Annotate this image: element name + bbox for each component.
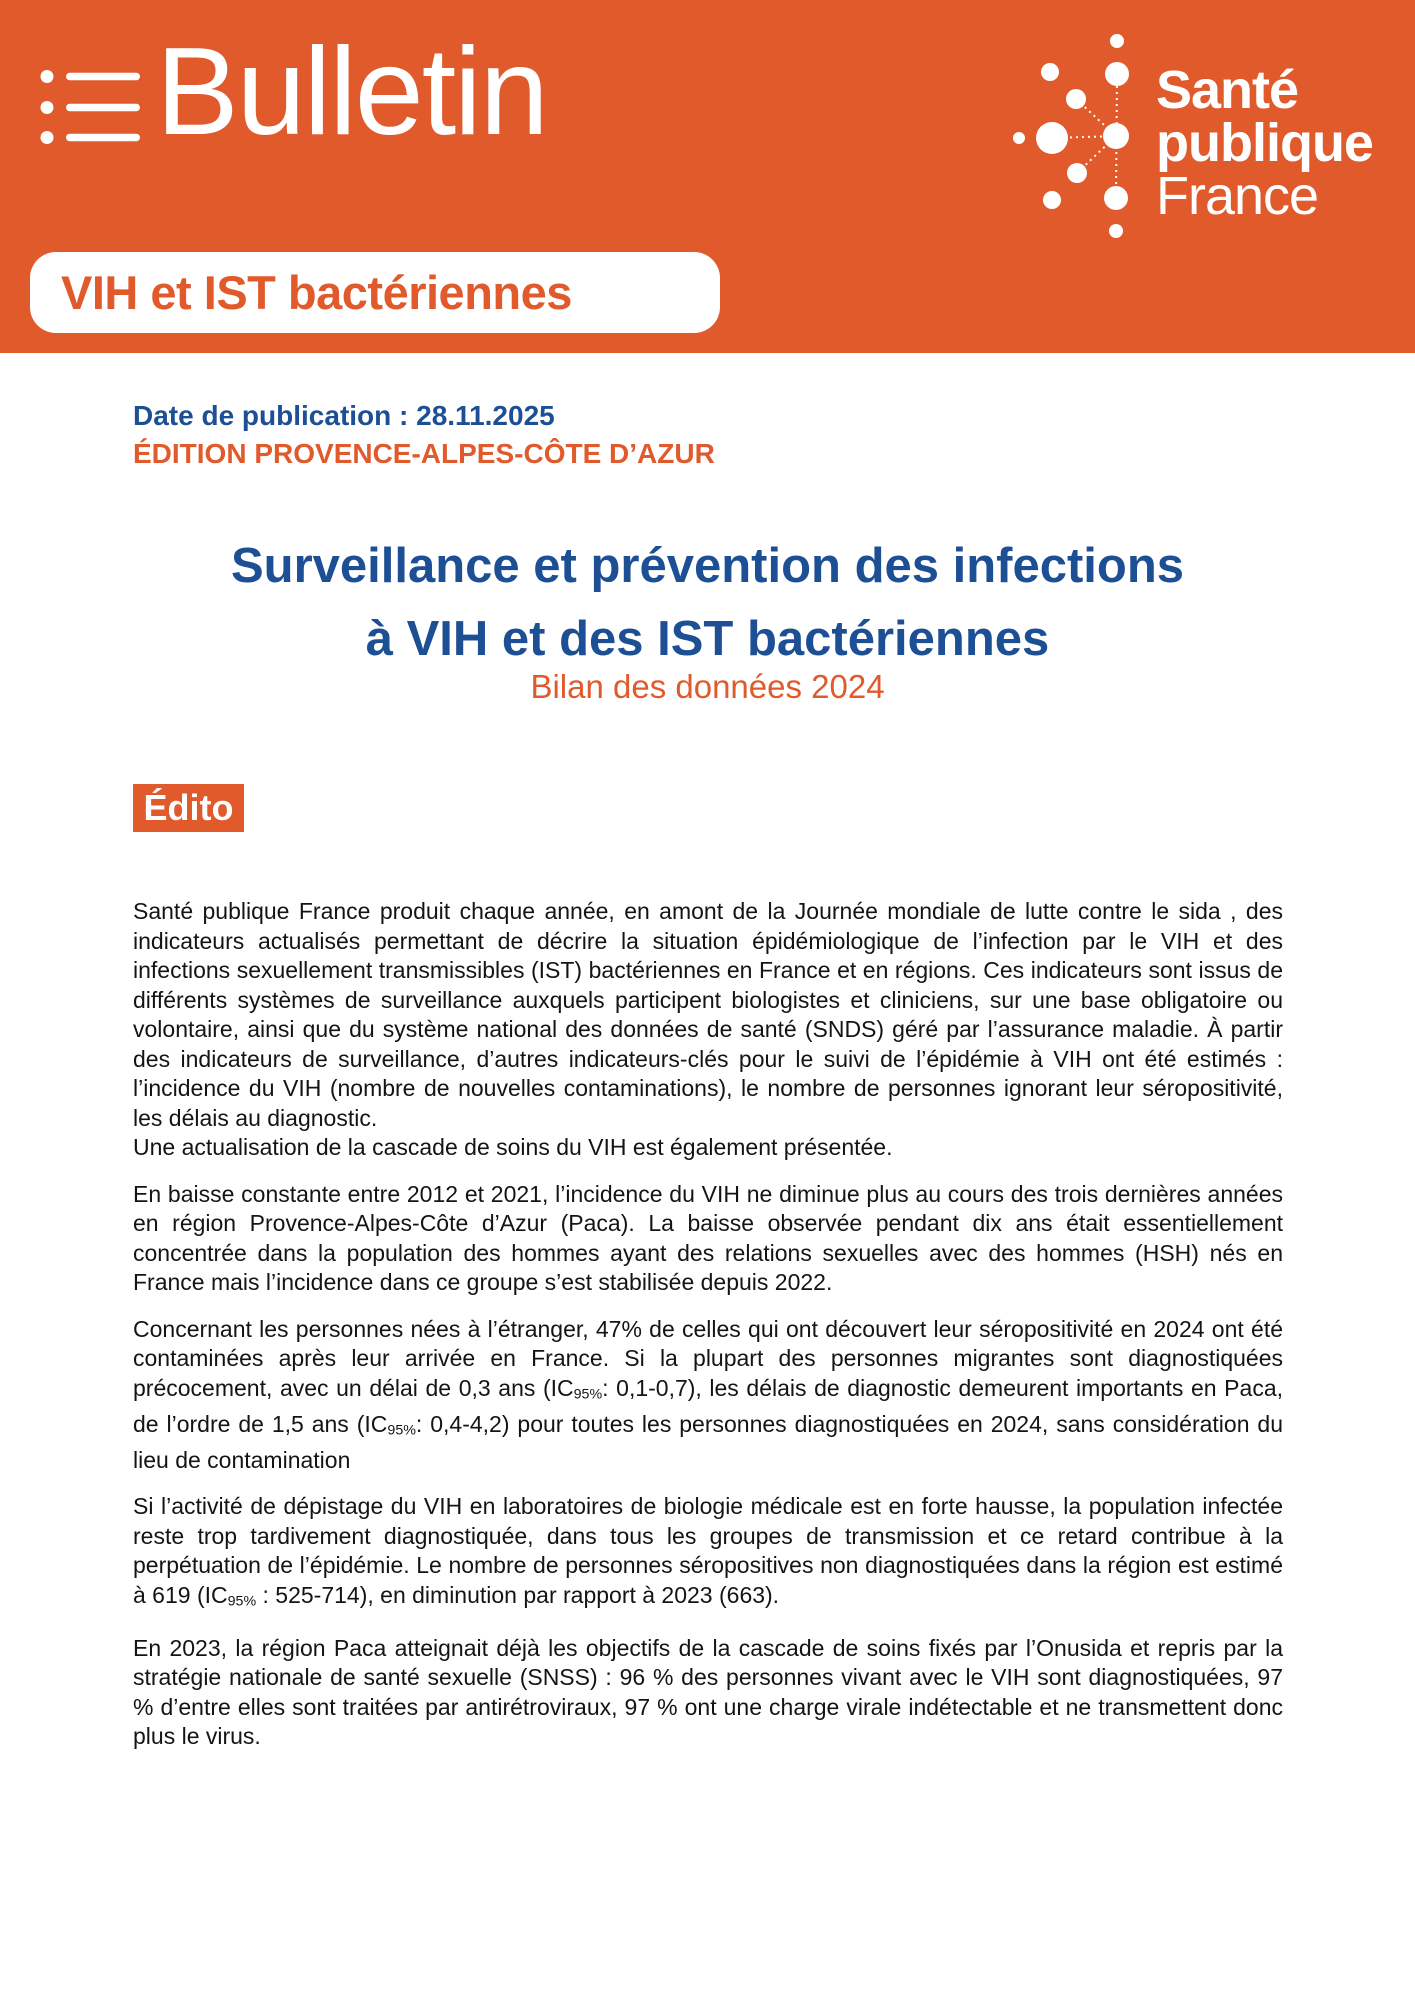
topic-pill — [30, 252, 720, 333]
edito-paragraph: En 2023, la région Paca atteignait déjà les objectifs de la cascade de soins fixés par l’Onusida et repris par la stratégie nationale de santé sexuelle (SNSS) : 96 % des personnes vivant avec le VIH sont diagnostiquées, 97 % d’entre elles sont traitées par antirétroviraux, 97 % ont une charge virale indétectable et ne transmettent donc plus le virus. — [133, 1634, 1283, 1750]
edito-paragraph: Santé publique France produit chaque année, en amont de la Journée mondiale de lutte contre le sida , des indicateurs actualisés permettant de décrire la situation épidémiologique de l’infection par le VIH et des infections sexuellement transmissibles (IST) bactériennes en France et en régions. Ces indicateurs sont issus de différents systèmes de surveillance auxquels participent biologistes et cliniciens, sur une base obligatoire ou volontaire, ainsi que du système national des données de santé (SNDS) géré par l’assurance maladie. À partir des indicateurs de surveillance, d’autres indicateurs-clés pour le suivi de l’épidémie à VIH ont été estimés : l’incidence du VIH (nombre de nouvelles contaminations), le nombre de personnes ignorant leur séropositivité, les délais au diagnostic. — [133, 898, 1283, 1131]
sante-publique-france-wordmark — [1156, 60, 1373, 226]
bulletin-list-icon — [38, 64, 145, 148]
edito-paragraph: Si l’activité de dépistage du VIH en laboratoires de biologie médicale est en forte hausse, la population infectée reste trop tardivement diagnostiquée, dans tous les groupes de transmission et ce retard contribue à la perpétuation de l’épidémie. Le nombre de personnes séropositives non diagnostiquées dans la région est estimé à 619 (IC95% : 525-714), en diminution par rapport à 2023 (663). — [133, 1493, 1283, 1610]
logo-line-france: France — [1156, 166, 1319, 226]
edito-heading — [133, 784, 244, 832]
masthead — [0, 0, 1415, 353]
topic-pill-label: VIH et IST bactériennes — [61, 266, 572, 319]
page-subtitle: Bilan des données 2024 — [530, 668, 885, 705]
logo-line-sante: Santé — [1156, 60, 1299, 120]
edition-line: ÉDITION PROVENCE-ALPES-CÔTE D’AZUR — [133, 438, 715, 469]
edito-body — [133, 897, 1283, 1752]
edito-heading-label: Édito — [143, 787, 234, 828]
page-title-line1: Surveillance et prévention des infections — [230, 539, 1185, 593]
edito-paragraph: Concernant les personnes nées à l’étranger, 47% de celles qui ont découvert leur séropositivité en 2024 ont été contaminées après leur arrivée en France. Si la plupart des personnes migrantes sont diagnostiquées précocement, avec un délai de 0,3 ans (IC95%: 0,1-0,7), les délais de diagnostic demeurent importants en Paca, de l’ordre de 1,5 ans (IC95%: 0,4-4,2) pour toutes les personnes diagnostiquées en 2024, sans considération du lieu de contamination — [133, 1315, 1284, 1473]
edito-paragraph: En baisse constante entre 2012 et 2021, l’incidence du VIH ne diminue plus au cours des trois dernières années en région Provence-Alpes-Côte d’Azur (Paca). La baisse observée pendant dix ans était essentiellement concentrée dans la population des hommes ayant des relations sexuelles avec des hommes (HSH) nés en France mais l’incidence dans ce groupe s’est stabilisée depuis 2022. — [133, 1180, 1283, 1295]
page-title-line2: à VIH et des IST bactériennes — [365, 612, 1050, 666]
bulletin-wordmark: Bulletin — [156, 23, 547, 161]
logo-line-publique: publique — [1156, 113, 1373, 173]
edito-paragraph: Une actualisation de la cascade de soins du VIH est également présentée. — [133, 1134, 893, 1160]
network-dots-icon — [1008, 28, 1138, 243]
page-title — [0, 530, 1415, 676]
publication-date: Date de publication : 28.11.2025 — [133, 400, 555, 431]
